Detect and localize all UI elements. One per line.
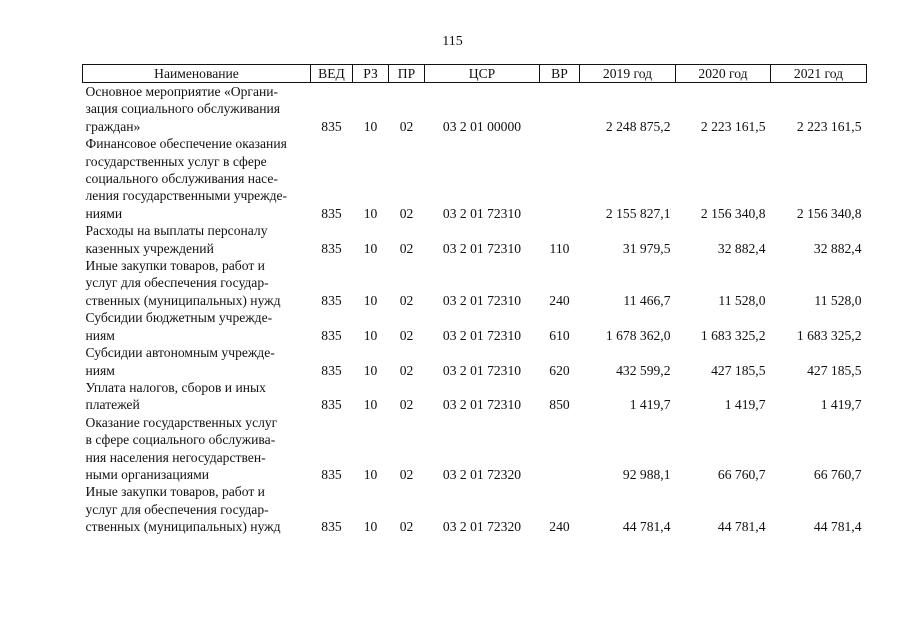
cell-ved: 835 [321,240,342,256]
name-line: Уплата налогов, сборов и иных [85,379,266,395]
cell-2021: 11 528,0 [814,292,862,308]
table-body [83,83,867,536]
name-line: ными организациями [85,466,210,482]
cell-name [83,414,311,484]
name-line: зация социального обслуживания [85,101,281,117]
cell-vr: 110 [549,240,570,256]
name-line: ниям [85,362,115,378]
cell-rz: 10 [363,362,378,378]
name-line: ления государственными учрежде- [85,188,288,204]
name-line: Иные закупки товаров, работ и [85,258,265,274]
name-line: платежей [85,397,140,413]
cell-2019: 1 678 362,0 [605,327,671,343]
cell-csr: 03 2 01 72310 [442,205,522,221]
name-line: Основное мероприятие «Органи- [85,84,279,99]
table-row [83,222,867,257]
cell-ved: 835 [321,205,342,221]
header-csr: ЦСР [425,65,540,83]
cell-2020: 2 223 161,5 [700,118,766,134]
table-row [83,379,867,414]
cell-2019: 2 155 827,1 [605,205,671,221]
header-rz: РЗ [353,65,389,83]
cell-2019: 432 599,2 [616,362,671,378]
cell-vr: 620 [549,362,570,378]
name-line: ственных (муниципальных) нужд [85,292,281,308]
cell-2020: 32 882,4 [717,240,766,256]
cell-2021: 1 419,7 [820,397,862,413]
cell-2019: 44 781,4 [622,519,671,535]
cell-pr: 02 [399,397,414,413]
cell-csr: 03 2 01 72310 [442,292,522,308]
name-line: Финансовое обеспечение оказания [85,136,287,152]
cell-2019: 31 979,5 [622,240,671,256]
cell-pr: 02 [399,118,414,134]
name-line: граждан» [85,118,141,134]
cell-2020: 11 528,0 [718,292,766,308]
name-line: казенных учреждений [85,240,214,256]
cell-name [83,309,311,344]
table-header-row [83,65,867,83]
name-line: услуг для обеспечения государ- [85,501,269,517]
cell-rz: 10 [363,397,378,413]
cell-2021: 66 760,7 [813,466,862,482]
cell-2019: 1 419,7 [629,397,671,413]
cell-rz: 10 [363,466,378,482]
cell-2020: 1 419,7 [724,397,766,413]
cell-name [83,135,311,222]
cell-vr: 240 [549,519,570,535]
cell-rz: 10 [363,118,378,134]
cell-csr: 03 2 01 72310 [442,397,522,413]
name-line: Субсидии бюджетным учрежде- [85,310,273,326]
header-2021: 2021 год [771,65,867,83]
header-name: Наименование [83,65,311,83]
name-line: Иные закупки товаров, работ и [85,484,265,500]
name-line: ния населения негосударствен- [85,449,266,465]
name-line: ниям [85,327,115,343]
cell-ved: 835 [321,327,342,343]
cell-name [83,344,311,379]
cell-csr: 03 2 01 72320 [442,466,522,482]
cell-vr [540,135,580,222]
cell-2021: 2 156 340,8 [796,205,862,221]
cell-ved: 835 [321,118,342,134]
cell-ved: 835 [321,466,342,482]
cell-2020: 2 156 340,8 [700,205,766,221]
cell-2019: 11 466,7 [623,292,671,308]
name-line: услуг для обеспечения государ- [85,275,269,291]
cell-pr: 02 [399,362,414,378]
cell-pr: 02 [399,205,414,221]
cell-pr: 02 [399,327,414,343]
cell-2020: 1 683 325,2 [700,327,766,343]
table-row [83,309,867,344]
cell-name [83,483,311,535]
name-line: социального обслуживания насе- [85,171,278,187]
cell-ved: 835 [321,397,342,413]
cell-name [83,379,311,414]
cell-name [83,83,311,136]
cell-pr: 02 [399,292,414,308]
cell-2021: 32 882,4 [813,240,862,256]
name-line: ственных (муниципальных) нужд [85,519,281,535]
header-2019: 2019 год [580,65,676,83]
cell-2021: 1 683 325,2 [796,327,862,343]
cell-pr: 02 [399,519,414,535]
cell-rz: 10 [363,327,378,343]
name-line: Субсидии автономным учрежде- [85,345,275,361]
cell-vr: 240 [549,292,570,308]
cell-2020: 44 781,4 [717,519,766,535]
cell-vr: 610 [549,327,570,343]
cell-ved: 835 [321,519,342,535]
cell-rz: 10 [363,240,378,256]
cell-csr: 03 2 01 00000 [442,118,522,134]
cell-2019: 92 988,1 [622,466,671,482]
header-ved: ВЕД [311,65,353,83]
cell-name [83,257,311,309]
cell-ved: 835 [321,292,342,308]
cell-2021: 427 185,5 [807,362,862,378]
cell-csr: 03 2 01 72310 [442,362,522,378]
cell-pr: 02 [399,240,414,256]
cell-csr: 03 2 01 72320 [442,519,522,535]
cell-rz: 10 [363,205,378,221]
cell-2019: 2 248 875,2 [605,118,671,134]
header-pr: ПР [389,65,425,83]
header-vr: ВР [540,65,580,83]
cell-2020: 66 760,7 [717,466,766,482]
table-row [83,83,867,136]
table-row [83,344,867,379]
name-line: ниями [85,205,123,221]
name-line: государственных услуг в сфере [85,153,267,169]
cell-csr: 03 2 01 72310 [442,240,522,256]
table-row [83,257,867,309]
cell-rz: 10 [363,519,378,535]
name-line: Оказание государственных услуг [85,414,278,430]
cell-2021: 44 781,4 [813,519,862,535]
cell-pr: 02 [399,466,414,482]
cell-name [83,222,311,257]
name-line: в сфере социального обслужива- [85,432,276,448]
cell-rz: 10 [363,292,378,308]
table-row [83,483,867,535]
cell-2021: 2 223 161,5 [796,118,862,134]
cell-vr [540,83,580,136]
header-2020: 2020 год [676,65,771,83]
name-line: Расходы на выплаты персоналу [85,223,268,239]
page-number: 115 [442,34,463,49]
budget-table [82,64,867,536]
cell-2020: 427 185,5 [711,362,766,378]
table-row [83,414,867,484]
cell-ved: 835 [321,362,342,378]
cell-vr [540,414,580,484]
table-row [83,135,867,222]
cell-csr: 03 2 01 72310 [442,327,522,343]
cell-vr: 850 [549,397,570,413]
